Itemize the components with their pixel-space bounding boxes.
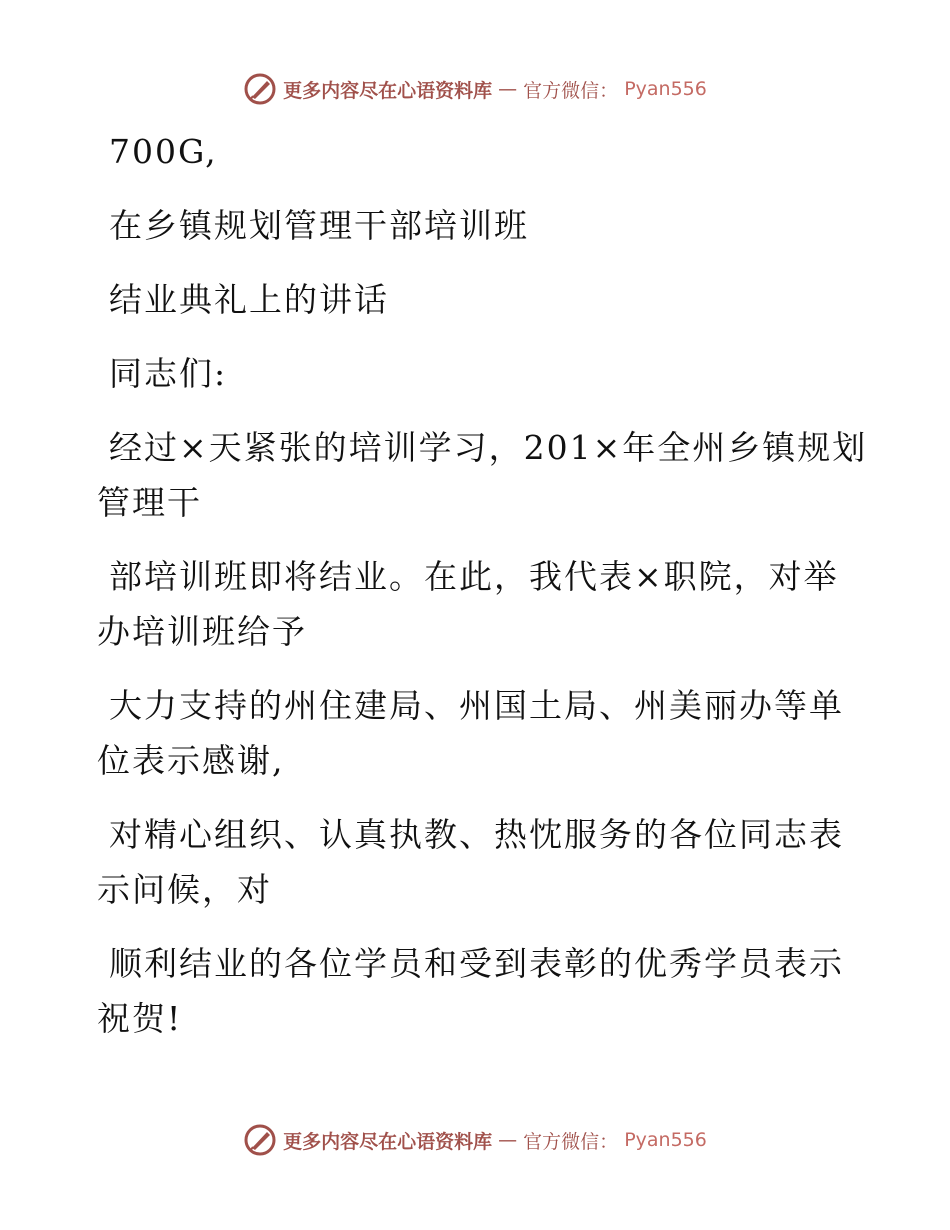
quill-pen-logo-icon [243,72,277,106]
watermark-separator: — [498,78,518,100]
quill-pen-logo-icon [243,1123,277,1157]
text-line: 部培训班即将结业。在此，我代表×职院，对举 [109,557,839,596]
watermark-site-text: 更多内容尽在心语资料库 [283,79,493,102]
watermark-site-text: 更多内容尽在心语资料库 [283,1130,493,1153]
text-line: 对精心组织、认真执教、热忱服务的各位同志表 [109,815,844,854]
text-line: 700G, [109,132,218,171]
text-line: 示问候，对 [97,870,272,909]
text-line: 同志们: [109,354,228,393]
watermark-wechat-label: 官方微信： [523,1130,619,1153]
watermark-separator: — [498,1129,518,1151]
watermark-wechat-id: Pyan556 [624,78,707,100]
watermark-wechat-label: 官方微信： [523,79,619,102]
text-line: 结业典礼上的讲话 [109,280,389,319]
text-line: 大力支持的州住建局、州国土局、州美丽办等单 [109,686,844,725]
text-line: 办培训班给予 [97,612,307,651]
header-watermark [0,72,950,106]
text-line: 经过×天紧张的培训学习，201×年全州乡镇规划 [109,428,868,467]
watermark-wechat-id: Pyan556 [624,1129,707,1151]
footer-watermark [0,1123,950,1157]
text-line: 在乡镇规划管理干部培训班 [109,206,529,245]
text-line: 管理干 [97,483,202,522]
text-line: 祝贺! [97,999,183,1038]
text-line: 位表示感谢, [97,741,285,780]
text-line: 顺利结业的各位学员和受到表彰的优秀学员表示 [109,944,844,983]
document-body [97,124,868,1046]
